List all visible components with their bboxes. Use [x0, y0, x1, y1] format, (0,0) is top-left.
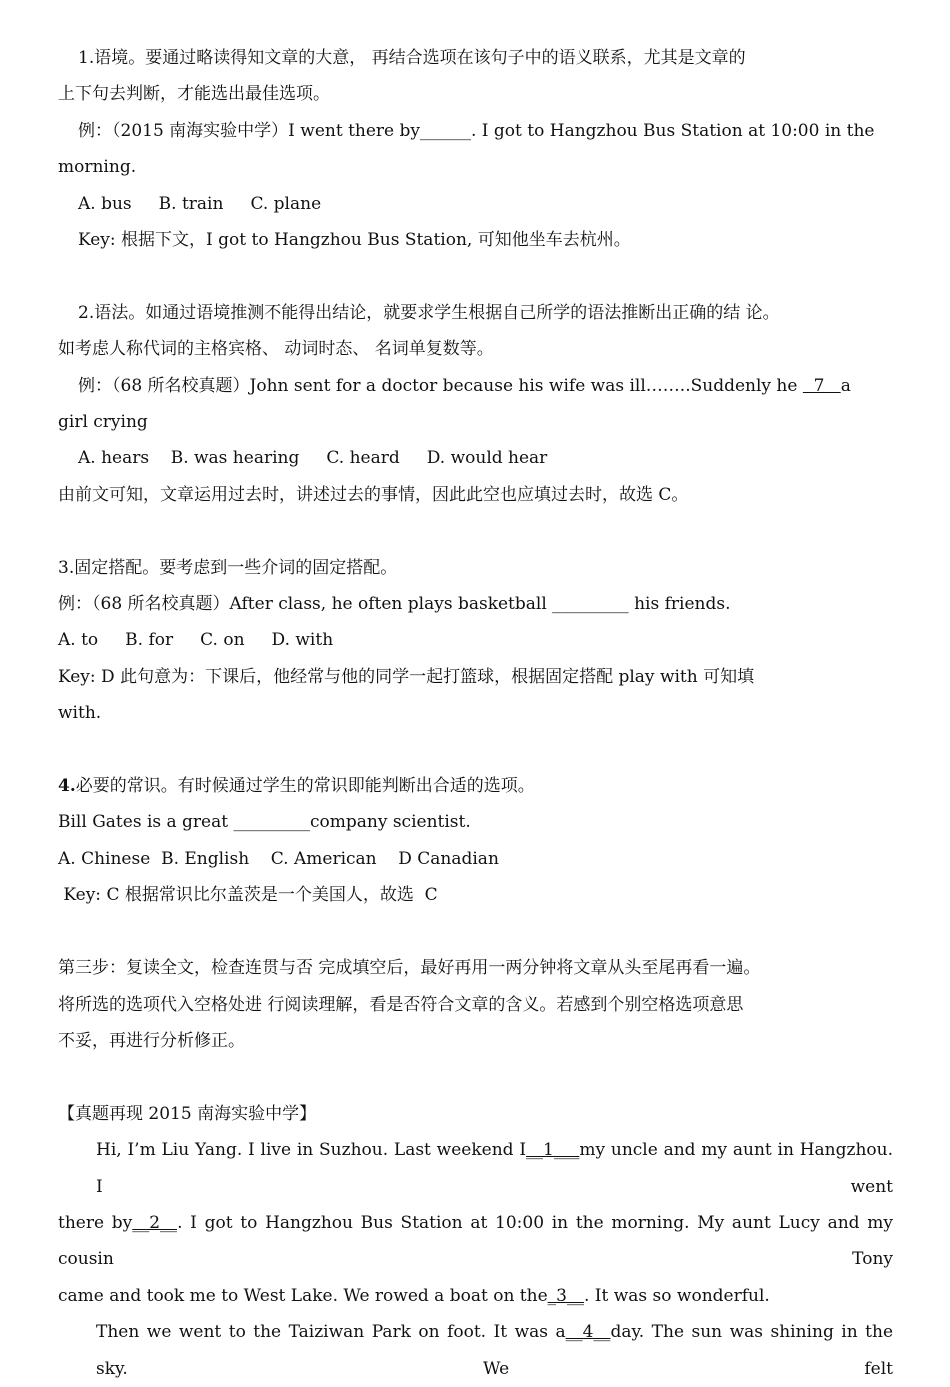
blank-1: __1___ — [526, 1140, 580, 1161]
spacer — [58, 914, 893, 950]
passage-heading: 【真题再现 2015 南海实验中学】 — [58, 1103, 317, 1124]
section2-example-end: a — [840, 375, 851, 396]
section1-example-cont: morning. — [58, 157, 137, 178]
section1-line2: 上下句去判断，才能选出最佳选项。 — [58, 84, 330, 105]
passage-line3: came and took me to West Lake. We rowed a boat on the_3__. It was so wonderful. — [58, 1285, 770, 1306]
blank-4: __4__ — [565, 1322, 611, 1343]
step3-line3: 不妥，再进行分析修正。 — [58, 1030, 245, 1051]
section3-example: 例：（68 所名校真题）After class, he often plays basketball _________ his friends. — [58, 594, 731, 615]
blank-7: 7 — [802, 375, 841, 396]
section3-options: A. to B. for C. on D. with — [58, 630, 334, 651]
blank-2: __2__ — [132, 1212, 178, 1233]
section1-options: A. bus B. train C. plane — [78, 193, 322, 214]
section2-example — [58, 368, 893, 404]
section3-key-cont: with. — [58, 703, 102, 724]
section4-options: A. Chinese B. English C. American D Canadian — [58, 848, 499, 869]
passage-line1: Hi, I’m Liu Yang. I live in Suzhou. Last weekend I__1___my uncle and my aunt in Hangzhou. I went — [96, 1140, 893, 1197]
section4-title: 必要的常识。有时候通过学生的常识即能判断出合适的选项。 — [75, 776, 535, 797]
section2-options: A. hears B. was hearing C. heard D. would hear — [78, 448, 548, 469]
section2-example-cont: girl crying — [58, 412, 148, 433]
section4-line1 — [58, 768, 893, 804]
section2-line1: 2.语法。如通过语境推测不能得出结论，就要求学生根据自己所学的语法推断出正确的结 论。 — [78, 302, 780, 323]
passage-line4: Then we went to the Taiziwan Park on foot. It was a__4__day. The sun was shining in the sky. We felt — [96, 1322, 894, 1379]
spacer — [58, 258, 893, 294]
section1-example: 例：（2015 南海实验中学）I went there by______. I got to Hangzhou Bus Station at 10:00 in the — [78, 120, 875, 141]
passage-line2: there by__2__. I got to Hangzhou Bus Station at 10:00 in the morning. My aunt Lucy and my cousin Tony — [58, 1212, 893, 1270]
section4-key: Key: C 根据常识比尔盖茨是一个美国人，故选 C — [58, 885, 438, 906]
section2-example-text: 例：（68 所名校真题）John sent for a doctor because his wife was ill……..Suddenly he — [78, 375, 803, 396]
step3-line1: 第三步：复读全文，检查连贯与否 完成填空后，最好再用一两分钟将文章从头至尾再看一遍。 — [58, 958, 761, 979]
section3-key: Key: D 此句意为：下课后，他经常与他的同学一起打篮球，根据固定搭配 play with 可知填 — [58, 666, 755, 687]
section4-example: Bill Gates is a great _________company scientist. — [58, 812, 471, 833]
section1-line1: 1.语境。要通过略读得知文章的大意， 再结合选项在该句子中的语义联系，尤其是文章的 — [78, 48, 746, 68]
spacer — [58, 513, 893, 549]
section4-number: 4. — [58, 776, 76, 797]
section3-line1: 3.固定搭配。要考虑到一些介词的固定搭配。 — [58, 557, 398, 578]
spacer — [58, 732, 893, 768]
step3-line2: 将所选的选项代入空格处进 行阅读理解，看是否符合文章的含义。若感到个别空格选项意思 — [58, 994, 744, 1015]
section1-key: Key: 根据下文，I got to Hangzhou Bus Station, 可知他坐车去杭州。 — [78, 230, 631, 251]
section2-line2: 如考虑人称代词的主格宾格、 动词时态、 名词单复数等。 — [58, 339, 494, 360]
blank-3: _3__ — [547, 1285, 584, 1306]
spacer — [58, 1059, 893, 1095]
section2-explanation: 由前文可知，文章运用过去时，讲述过去的事情，因此此空也应填过去时，故选 C。 — [58, 484, 689, 505]
document-page — [58, 40, 893, 1387]
